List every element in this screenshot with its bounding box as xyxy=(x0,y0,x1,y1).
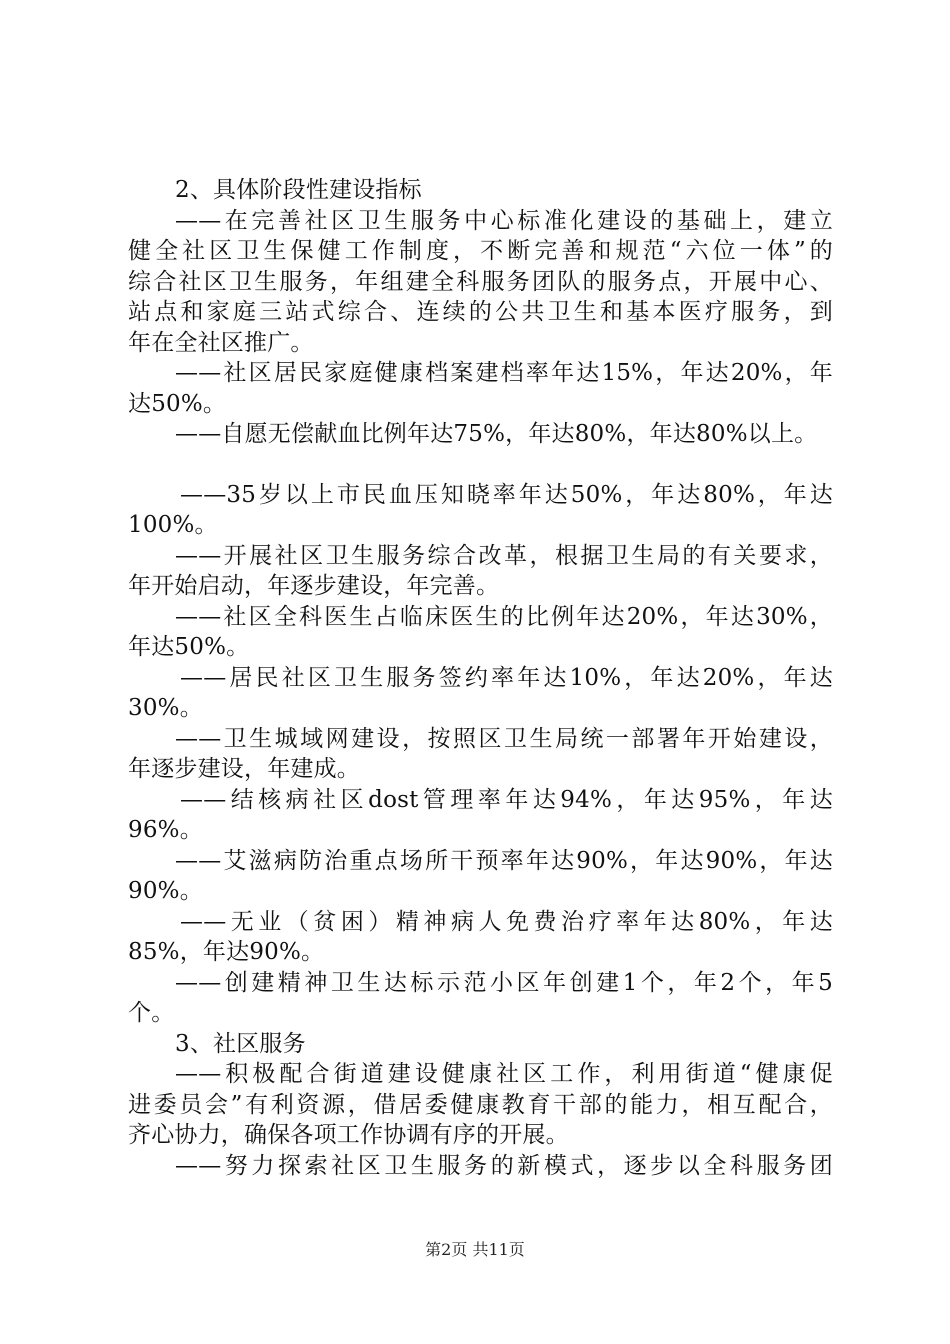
section-heading: 3、社区服务 xyxy=(175,1030,306,1057)
paragraph-line: ——在完善社区卫生服务中心标准化建设的基础上，建立 xyxy=(175,207,833,234)
paragraph-line: ——社区居民家庭健康档案建档率年达15%，年达20%，年 xyxy=(175,360,833,386)
paragraph-line: ——积极配合街道建设健康社区工作，利用街道“健康促 xyxy=(175,1061,833,1087)
paragraph-line: 达50%。 xyxy=(128,390,227,417)
paragraph-line: ——自愿无偿献血比例年达75%，年达80%，年达80%以上。 xyxy=(175,421,818,447)
paragraph-line: ——结核病社区dost管理率年达94%，年达95%，年达 xyxy=(180,786,833,813)
paragraph-line: 年开始启动，年逐步建设，年完善。 xyxy=(128,573,500,599)
paragraph-line: 个。 xyxy=(128,1000,175,1026)
paragraph-line: ——开展社区卫生服务综合改革，根据卫生局的有关要求， xyxy=(175,542,833,569)
blank-line xyxy=(128,450,833,480)
paragraph-line: ——创建精神卫生达标示范小区年创建1个，年2个，年5 xyxy=(175,969,833,996)
paragraph-line: 90%。 xyxy=(128,878,203,904)
paragraph-line: 进委员会”有利资源，借居委健康教育干部的能力，相互配合， xyxy=(128,1091,833,1118)
paragraph-line: 综合社区卫生服务，年组建全科服务团队的服务点，开展中心、 xyxy=(128,268,833,295)
paragraph-line: ——社区全科医生占临床医生的比例年达20%，年达30%， xyxy=(175,603,833,630)
paragraph-line: 年达50%。 xyxy=(128,634,250,660)
paragraph-line: ——艾滋病防治重点场所干预率年达90%，年达90%，年达 xyxy=(175,847,833,874)
paragraph-line: 100%。 xyxy=(128,512,218,538)
paragraph-line: 96%。 xyxy=(128,817,203,843)
paragraph-line: 年在全社区推广。 xyxy=(128,329,314,356)
paragraph-line: 年逐步建设，年建成。 xyxy=(128,756,360,782)
paragraph-line: 站点和家庭三站式综合、连续的公共卫生和基本医疗服务，到 xyxy=(128,299,833,325)
paragraph-line: ——居民社区卫生服务签约率年达10%，年达20%，年达 xyxy=(180,664,833,691)
section-heading: 2、具体阶段性建设指标 xyxy=(175,177,422,203)
paragraph-line: ——无业（贫困）精神病人免费治疗率年达80%，年达 xyxy=(180,908,833,935)
document-body xyxy=(128,175,833,1181)
paragraph-line: ——努力探索社区卫生服务的新模式，逐步以全科服务团 xyxy=(175,1152,833,1179)
paragraph-line: ——35岁以上市民血压知晓率年达50%，年达80%，年达 xyxy=(180,481,833,508)
page-indicator: 第2页 共11页 xyxy=(425,1240,525,1259)
paragraph-line: 30%。 xyxy=(128,695,203,721)
paragraph-line: ——卫生城域网建设，按照区卫生局统一部署年开始建设， xyxy=(175,725,833,752)
paragraph-line: 齐心协力，确保各项工作协调有序的开展。 xyxy=(128,1122,569,1148)
paragraph-line: 健全社区卫生保健工作制度，不断完善和规范“六位一体”的 xyxy=(128,238,833,264)
paragraph-line: 85%，年达90%。 xyxy=(128,939,325,965)
